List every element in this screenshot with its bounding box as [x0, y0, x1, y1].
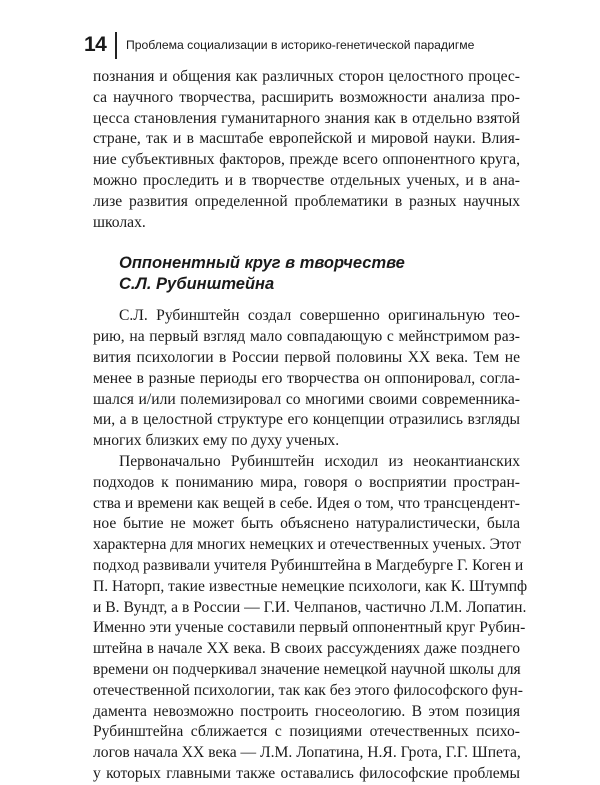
section-heading-line: С.Л. Рубинштейна	[119, 275, 275, 294]
running-title: Проблема социализации в историко-генетической парадигме	[125, 38, 475, 52]
text-line: П. Наторп, такие известные немецкие психологи, как К. Штумпф	[93, 577, 528, 595]
text-line: рию, на первый взгляд мало совпадающую с мейнстримом раз-	[93, 328, 520, 346]
text-line: Рубинштейна сближается с позициями отечественных психо-	[93, 723, 520, 741]
text-line: са научного творчества, расширить возможности анализа про-	[93, 88, 520, 106]
text-line: и В. Вундт, а в России — Г.И. Челпанов, частично Л.М. Лопатин.	[93, 598, 527, 616]
text-line: подход развивали учителя Рубинштейна в Магдебурге Г. Коген и	[93, 556, 524, 574]
page-header	[84, 33, 540, 57]
section-paragraph-2	[93, 452, 528, 785]
text-line: менее в разные периоды его творчества он оппонировал, согла-	[93, 369, 520, 387]
text-line: ние субъективных факторов, прежде всего оппонентного круга,	[93, 151, 520, 169]
text-line: шался и/или полемизировал со многими своими современника-	[93, 390, 520, 408]
text-line: Первоначально Рубинштейн исходил из неокантианских	[119, 452, 520, 470]
section-heading-line: Оппонентный круг в творчестве	[119, 254, 405, 273]
text-line: у которых главными также оставались философские проблемы	[93, 764, 520, 782]
text-line: цесса становления гуманитарного знания как в отдельно взятой	[93, 109, 520, 127]
text-line: ства и времени как вещей в себе. Идея о том, что трансцендент-	[93, 494, 520, 512]
text-line: школах.	[93, 213, 146, 231]
text-line: С.Л. Рубинштейн создал совершенно оригинальную тео-	[119, 307, 520, 325]
intro-paragraph	[93, 67, 520, 233]
text-line: можно проследить и в творчестве отдельных ученых, и в ана-	[93, 171, 520, 189]
text-line: характерна для многих немецких и отечественных ученых. Этот	[93, 536, 521, 554]
text-line: отечественной психологии, так как без этого философского фун-	[93, 681, 523, 699]
text-line: ми, а в целостной структуре его концепции отразились взгляды	[93, 411, 520, 429]
section-paragraph-1	[93, 306, 520, 452]
page-number: 14	[84, 33, 107, 56]
text-line: подходов к пониманию мира, говоря о восприятии простран-	[93, 473, 520, 491]
text-line: лизе развития определенной проблематики в разных научных	[93, 192, 520, 210]
text-line: дамента невозможно построить гносеологию. В этом позиция	[93, 702, 520, 720]
text-line: логов начала XX века — Л.М. Лопатина, Н.Я. Грота, Г.Г. Шпета,	[93, 744, 521, 762]
header-divider	[115, 32, 117, 59]
text-line: штейна в начале XX века. В своих рассуждениях даже позднего	[93, 640, 520, 658]
text-line: вития психологии в России первой половины XX века. Тем не	[93, 348, 520, 366]
section-heading	[93, 253, 520, 295]
page-body	[93, 67, 528, 785]
text-line: познания и общения как различных сторон целостного процес-	[93, 68, 520, 85]
text-line: многих близких ему по духу ученых.	[93, 432, 340, 450]
text-line: Именно эти ученые составили первый оппонентный круг Рубин-	[93, 619, 526, 637]
text-line: стране, так и в масштабе европейской и мировой науки. Влия-	[93, 130, 520, 148]
text-line: времени он подчеркивал значение немецкой научной школы для	[93, 660, 521, 678]
text-line: ное бытие не может быть объяснено натуралистически, была	[93, 515, 520, 533]
